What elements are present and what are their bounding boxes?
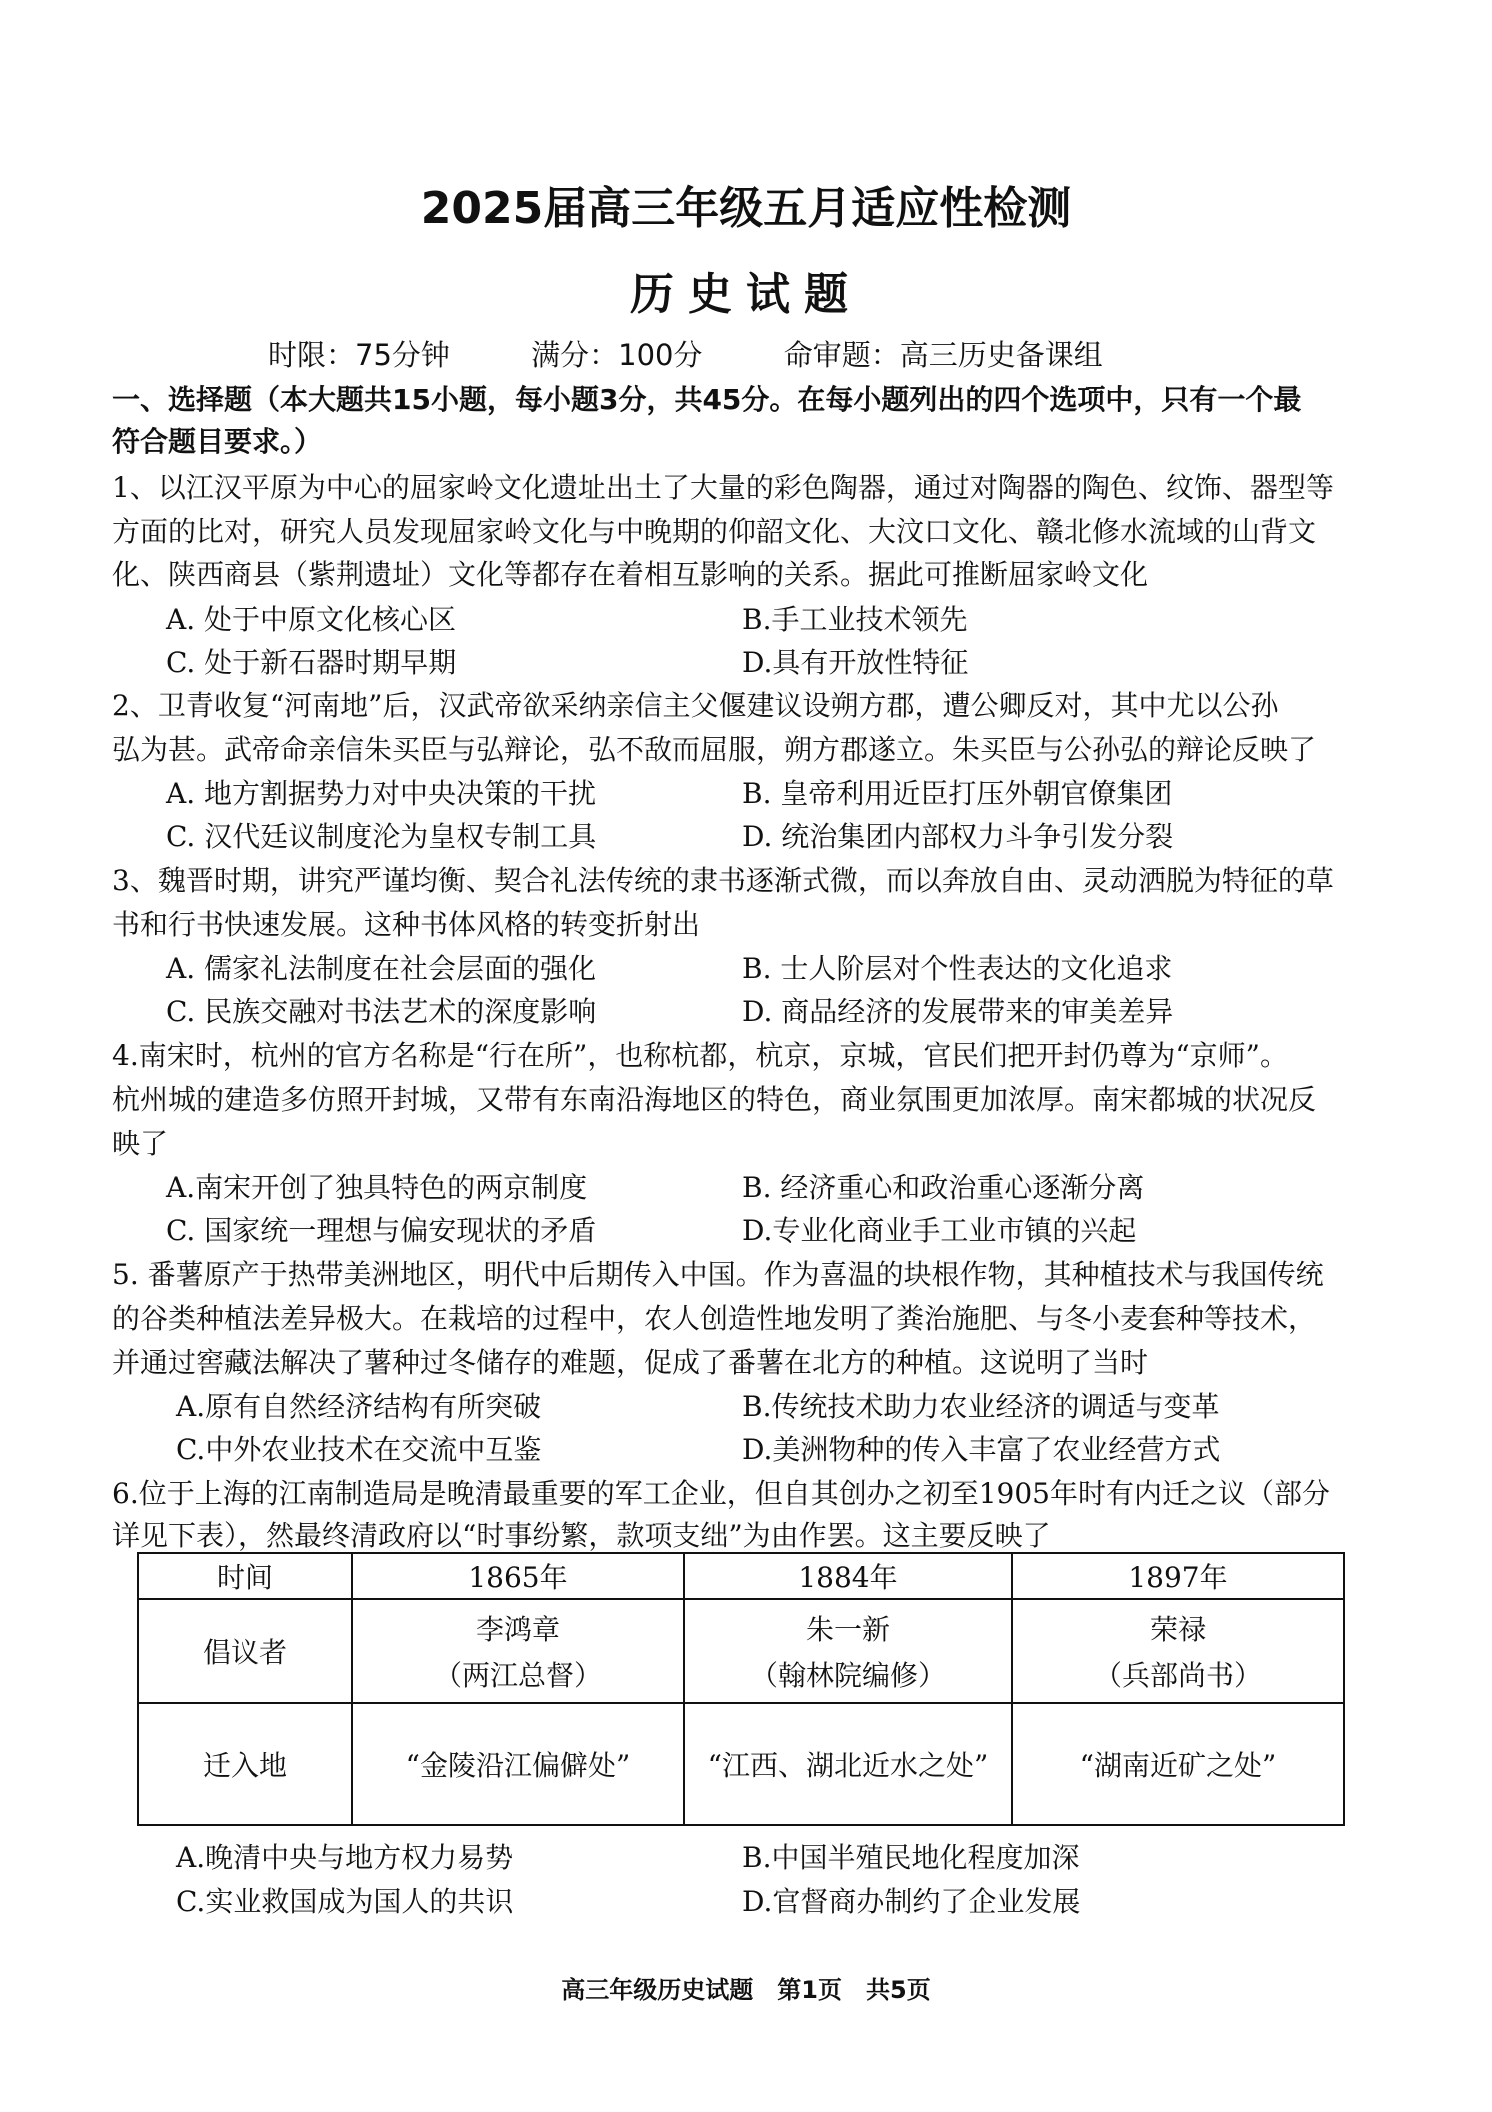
- table-cell: [1012, 1599, 1344, 1703]
- question-5-option-b: B.传统技术助力农业经济的调适与变革: [742, 1390, 1220, 1423]
- question-6-option-c: C.实业救国成为国人的共识: [176, 1885, 514, 1918]
- table-row: [138, 1703, 1344, 1825]
- proposer-name: 李鸿章: [475, 1613, 560, 1646]
- question-3-stem: 书和行书快速发展。这种书体风格的转变折射出: [112, 908, 701, 941]
- question-5-stem: 5. 番薯原产于热带美洲地区，明代中后期传入中国。作为喜温的块根作物，其种植技术与我国传统: [112, 1258, 1324, 1291]
- question-4-option-d: D.专业化商业手工业市镇的兴起: [742, 1214, 1137, 1247]
- question-6-option-b: B.中国半殖民地化程度加深: [742, 1841, 1080, 1874]
- question-5-option-d: D.美洲物种的传入丰富了农业经营方式: [742, 1433, 1221, 1466]
- table-cell: [684, 1599, 1012, 1703]
- question-4-stem: 映了: [112, 1127, 169, 1160]
- question-1-option-c: C. 处于新石器时期早期: [166, 646, 457, 679]
- question-3-option-a: A. 儒家礼法制度在社会层面的强化: [166, 952, 597, 985]
- exam-subtitle: 历史试题: [630, 269, 862, 320]
- table-header-cell: 1884年: [684, 1553, 1012, 1599]
- question-3-option-c: C. 民族交融对书法艺术的深度影响: [166, 995, 597, 1028]
- proposer-title: （兵部尚书）: [1093, 1659, 1262, 1692]
- section-instruction-line1: 一、选择题（本大题共15小题，每小题3分，共45分。在每小题列出的四个选项中，只有一个最: [112, 383, 1302, 416]
- question-6-stem: 详见下表），然最终清政府以“时事纷繁，款项支绌”为由作罢。这主要反映了: [112, 1519, 1051, 1552]
- question-4-option-c: C. 国家统一理想与偏安现状的矛盾: [166, 1214, 597, 1247]
- table-row-label: 倡议者: [138, 1599, 352, 1703]
- question-2-option-c: C. 汉代廷议制度沦为皇权专制工具: [166, 820, 597, 853]
- exam-meta: [268, 333, 1175, 374]
- question-2-option-b: B. 皇帝利用近臣打压外朝官僚集团: [742, 777, 1173, 810]
- table-row-label: 迁入地: [138, 1703, 352, 1825]
- setter: 命审题：高三历史备课组: [783, 338, 1103, 372]
- relocation-table: [137, 1552, 1345, 1826]
- question-1-option-b: B.手工业技术领先: [742, 603, 968, 636]
- table-header-cell: 1897年: [1012, 1553, 1344, 1599]
- proposer-title: （两江总督）: [433, 1659, 602, 1692]
- question-1-stem: 方面的比对，研究人员发现屈家岭文化与中晚期的仰韶文化、大汶口文化、赣北修水流域的山背文: [112, 515, 1317, 548]
- question-4-stem: 杭州城的建造多仿照开封城，又带有东南沿海地区的特色，商业氛围更加浓厚。南宋都城的状况反: [112, 1083, 1317, 1116]
- exam-title: 2025届高三年级五月适应性检测: [420, 183, 1072, 234]
- question-2-option-a: A. 地方割据势力对中央决策的干扰: [166, 777, 597, 810]
- time-limit: 时限：75分钟: [268, 338, 450, 372]
- full-score: 满分：100分: [531, 338, 703, 372]
- table-cell: “江西、湖北近水之处”: [684, 1703, 1012, 1825]
- question-3-option-b: B. 士人阶层对个性表达的文化追求: [742, 952, 1173, 985]
- proposer-name: 朱一新: [805, 1613, 890, 1646]
- question-6-option-a: A.晚清中央与地方权力易势: [176, 1841, 514, 1874]
- table-cell: [352, 1599, 684, 1703]
- question-1-stem: 1、以江汉平原为中心的屈家岭文化遗址出土了大量的彩色陶器，通过对陶器的陶色、纹饰、器型等: [112, 471, 1334, 504]
- proposer-name: 荣禄: [1149, 1613, 1206, 1646]
- section-instruction-line2: 符合题目要求。）: [112, 425, 323, 458]
- page-footer: 高三年级历史试题 第1页 共5页: [561, 1976, 931, 2004]
- question-4-stem: 4.南宋时，杭州的官方名称是“行在所”，也称杭都，杭京，京城，官民们把开封仍尊为“京师”。: [112, 1039, 1288, 1072]
- question-3-stem: 3、魏晋时期，讲究严谨均衡、契合礼法传统的隶书逐渐式微，而以奔放自由、灵动洒脱为特征的草: [112, 864, 1334, 897]
- question-5-option-c: C.中外农业技术在交流中互鉴: [176, 1433, 542, 1466]
- table-cell: “湖南近矿之处”: [1012, 1703, 1344, 1825]
- question-1-option-d: D.具有开放性特征: [742, 646, 969, 679]
- question-2-stem: 2、卫青收复“河南地”后，汉武帝欲采纳亲信主父偃建议设朔方郡，遭公卿反对，其中尤以公孙: [112, 689, 1279, 722]
- question-6-option-d: D.官督商办制约了企业发展: [742, 1885, 1081, 1918]
- question-6-stem: 6.位于上海的江南制造局是晚清最重要的军工企业，但自其创办之初至1905年时有内迁之议（部分: [112, 1477, 1330, 1510]
- question-2-option-d: D. 统治集团内部权力斗争引发分裂: [742, 820, 1174, 853]
- table-row: [138, 1599, 1344, 1703]
- question-3-option-d: D. 商品经济的发展带来的审美差异: [742, 995, 1174, 1028]
- proposer-title: （翰林院编修）: [749, 1659, 946, 1692]
- question-2-stem: 弘为甚。武帝命亲信朱买臣与弘辩论，弘不敌而屈服，朔方郡遂立。朱买臣与公孙弘的辩论反映了: [112, 733, 1317, 766]
- question-1-stem: 化、陕西商县（紫荆遗址）文化等都存在着相互影响的关系。据此可推断屈家岭文化: [112, 558, 1149, 591]
- table-header-cell: 1865年: [352, 1553, 684, 1599]
- question-1-option-a: A. 处于中原文化核心区: [166, 603, 457, 636]
- table-header-cell: 时间: [138, 1553, 352, 1599]
- table-cell: “金陵沿江偏僻处”: [352, 1703, 684, 1825]
- question-5-stem: 并通过窖藏法解决了薯种过冬储存的难题，促成了番薯在北方的种植。这说明了当时: [112, 1346, 1149, 1379]
- question-5-option-a: A.原有自然经济结构有所突破: [176, 1390, 542, 1423]
- question-4-option-b: B. 经济重心和政治重心逐渐分离: [742, 1171, 1145, 1204]
- question-5-stem: 的谷类种植法差异极大。在栽培的过程中，农人创造性地发明了粪治施肥、与冬小麦套种等技术，: [112, 1302, 1317, 1335]
- question-4-option-a: A.南宋开创了独具特色的两京制度: [166, 1171, 588, 1204]
- table-row: [138, 1553, 1344, 1599]
